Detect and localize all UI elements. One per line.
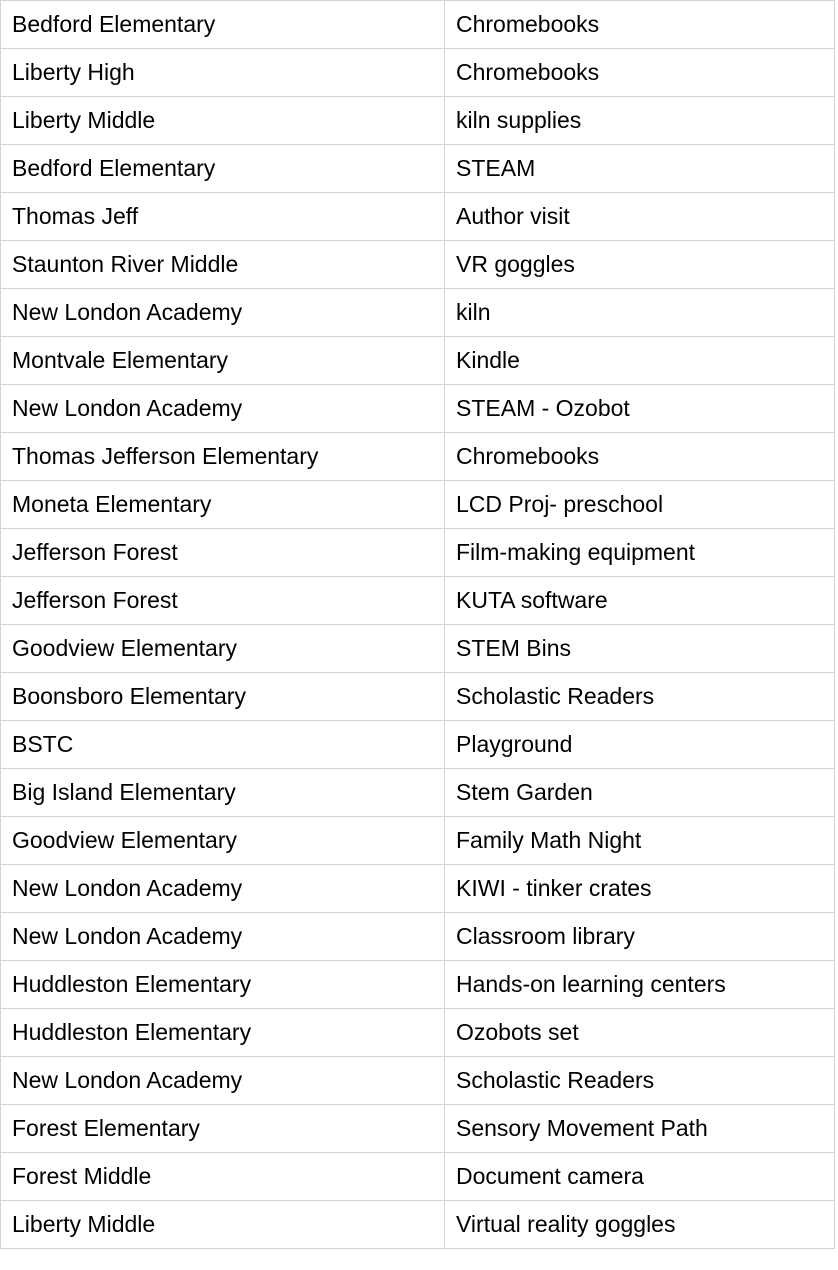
school-cell[interactable]: Jefferson Forest	[1, 529, 445, 577]
table-row	[1, 193, 835, 241]
item-cell[interactable]: Document camera	[445, 1153, 835, 1201]
school-cell[interactable]: Thomas Jefferson Elementary	[1, 433, 445, 481]
item-cell[interactable]: Stem Garden	[445, 769, 835, 817]
school-cell[interactable]: Bedford Elementary	[1, 145, 445, 193]
table-row	[1, 817, 835, 865]
table-row	[1, 1153, 835, 1201]
table-row	[1, 337, 835, 385]
table-row	[1, 241, 835, 289]
school-cell[interactable]: Huddleston Elementary	[1, 1009, 445, 1057]
item-cell[interactable]: Film-making equipment	[445, 529, 835, 577]
table-row	[1, 289, 835, 337]
table-row	[1, 529, 835, 577]
table-row	[1, 385, 835, 433]
item-cell[interactable]: Hands-on learning centers	[445, 961, 835, 1009]
item-cell[interactable]: VR goggles	[445, 241, 835, 289]
item-cell[interactable]: KIWI - tinker crates	[445, 865, 835, 913]
school-cell[interactable]: New London Academy	[1, 1057, 445, 1105]
table-row	[1, 913, 835, 961]
table-row	[1, 625, 835, 673]
item-cell[interactable]: Author visit	[445, 193, 835, 241]
item-cell[interactable]: Sensory Movement Path	[445, 1105, 835, 1153]
item-cell[interactable]: Playground	[445, 721, 835, 769]
item-cell[interactable]: STEAM - Ozobot	[445, 385, 835, 433]
table-row	[1, 1201, 835, 1249]
school-cell[interactable]: Bedford Elementary	[1, 1, 445, 49]
table-row	[1, 97, 835, 145]
school-cell[interactable]: Goodview Elementary	[1, 625, 445, 673]
school-cell[interactable]: Jefferson Forest	[1, 577, 445, 625]
item-cell[interactable]: LCD Proj- preschool	[445, 481, 835, 529]
item-cell[interactable]: KUTA software	[445, 577, 835, 625]
item-cell[interactable]: Family Math Night	[445, 817, 835, 865]
school-cell[interactable]: Huddleston Elementary	[1, 961, 445, 1009]
item-cell[interactable]: Chromebooks	[445, 433, 835, 481]
item-cell[interactable]: Classroom library	[445, 913, 835, 961]
item-cell[interactable]: Scholastic Readers	[445, 1057, 835, 1105]
school-cell[interactable]: BSTC	[1, 721, 445, 769]
table-row	[1, 577, 835, 625]
item-cell[interactable]: Chromebooks	[445, 1, 835, 49]
school-cell[interactable]: Goodview Elementary	[1, 817, 445, 865]
school-cell[interactable]: Forest Middle	[1, 1153, 445, 1201]
table-row	[1, 49, 835, 97]
table-row	[1, 721, 835, 769]
school-cell[interactable]: Big Island Elementary	[1, 769, 445, 817]
table-row	[1, 145, 835, 193]
table-row	[1, 1, 835, 49]
table-row	[1, 1009, 835, 1057]
school-cell[interactable]: Moneta Elementary	[1, 481, 445, 529]
table-row	[1, 673, 835, 721]
school-cell[interactable]: New London Academy	[1, 385, 445, 433]
table-row	[1, 1105, 835, 1153]
item-cell[interactable]: STEAM	[445, 145, 835, 193]
table-row	[1, 481, 835, 529]
item-cell[interactable]: Kindle	[445, 337, 835, 385]
item-cell[interactable]: Virtual reality goggles	[445, 1201, 835, 1249]
table-row	[1, 433, 835, 481]
table-body	[1, 1, 835, 1249]
table-row	[1, 769, 835, 817]
item-cell[interactable]: kiln	[445, 289, 835, 337]
table-row	[1, 961, 835, 1009]
school-cell[interactable]: Liberty High	[1, 49, 445, 97]
school-cell[interactable]: Liberty Middle	[1, 97, 445, 145]
school-cell[interactable]: Staunton River Middle	[1, 241, 445, 289]
school-cell[interactable]: Forest Elementary	[1, 1105, 445, 1153]
school-cell[interactable]: New London Academy	[1, 865, 445, 913]
school-cell[interactable]: Boonsboro Elementary	[1, 673, 445, 721]
item-cell[interactable]: Ozobots set	[445, 1009, 835, 1057]
school-cell[interactable]: New London Academy	[1, 913, 445, 961]
school-cell[interactable]: Liberty Middle	[1, 1201, 445, 1249]
school-cell[interactable]: Montvale Elementary	[1, 337, 445, 385]
item-cell[interactable]: kiln supplies	[445, 97, 835, 145]
item-cell[interactable]: STEM Bins	[445, 625, 835, 673]
school-cell[interactable]: Thomas Jeff	[1, 193, 445, 241]
item-cell[interactable]: Scholastic Readers	[445, 673, 835, 721]
school-cell[interactable]: New London Academy	[1, 289, 445, 337]
item-cell[interactable]: Chromebooks	[445, 49, 835, 97]
table-row	[1, 865, 835, 913]
table-row	[1, 1057, 835, 1105]
